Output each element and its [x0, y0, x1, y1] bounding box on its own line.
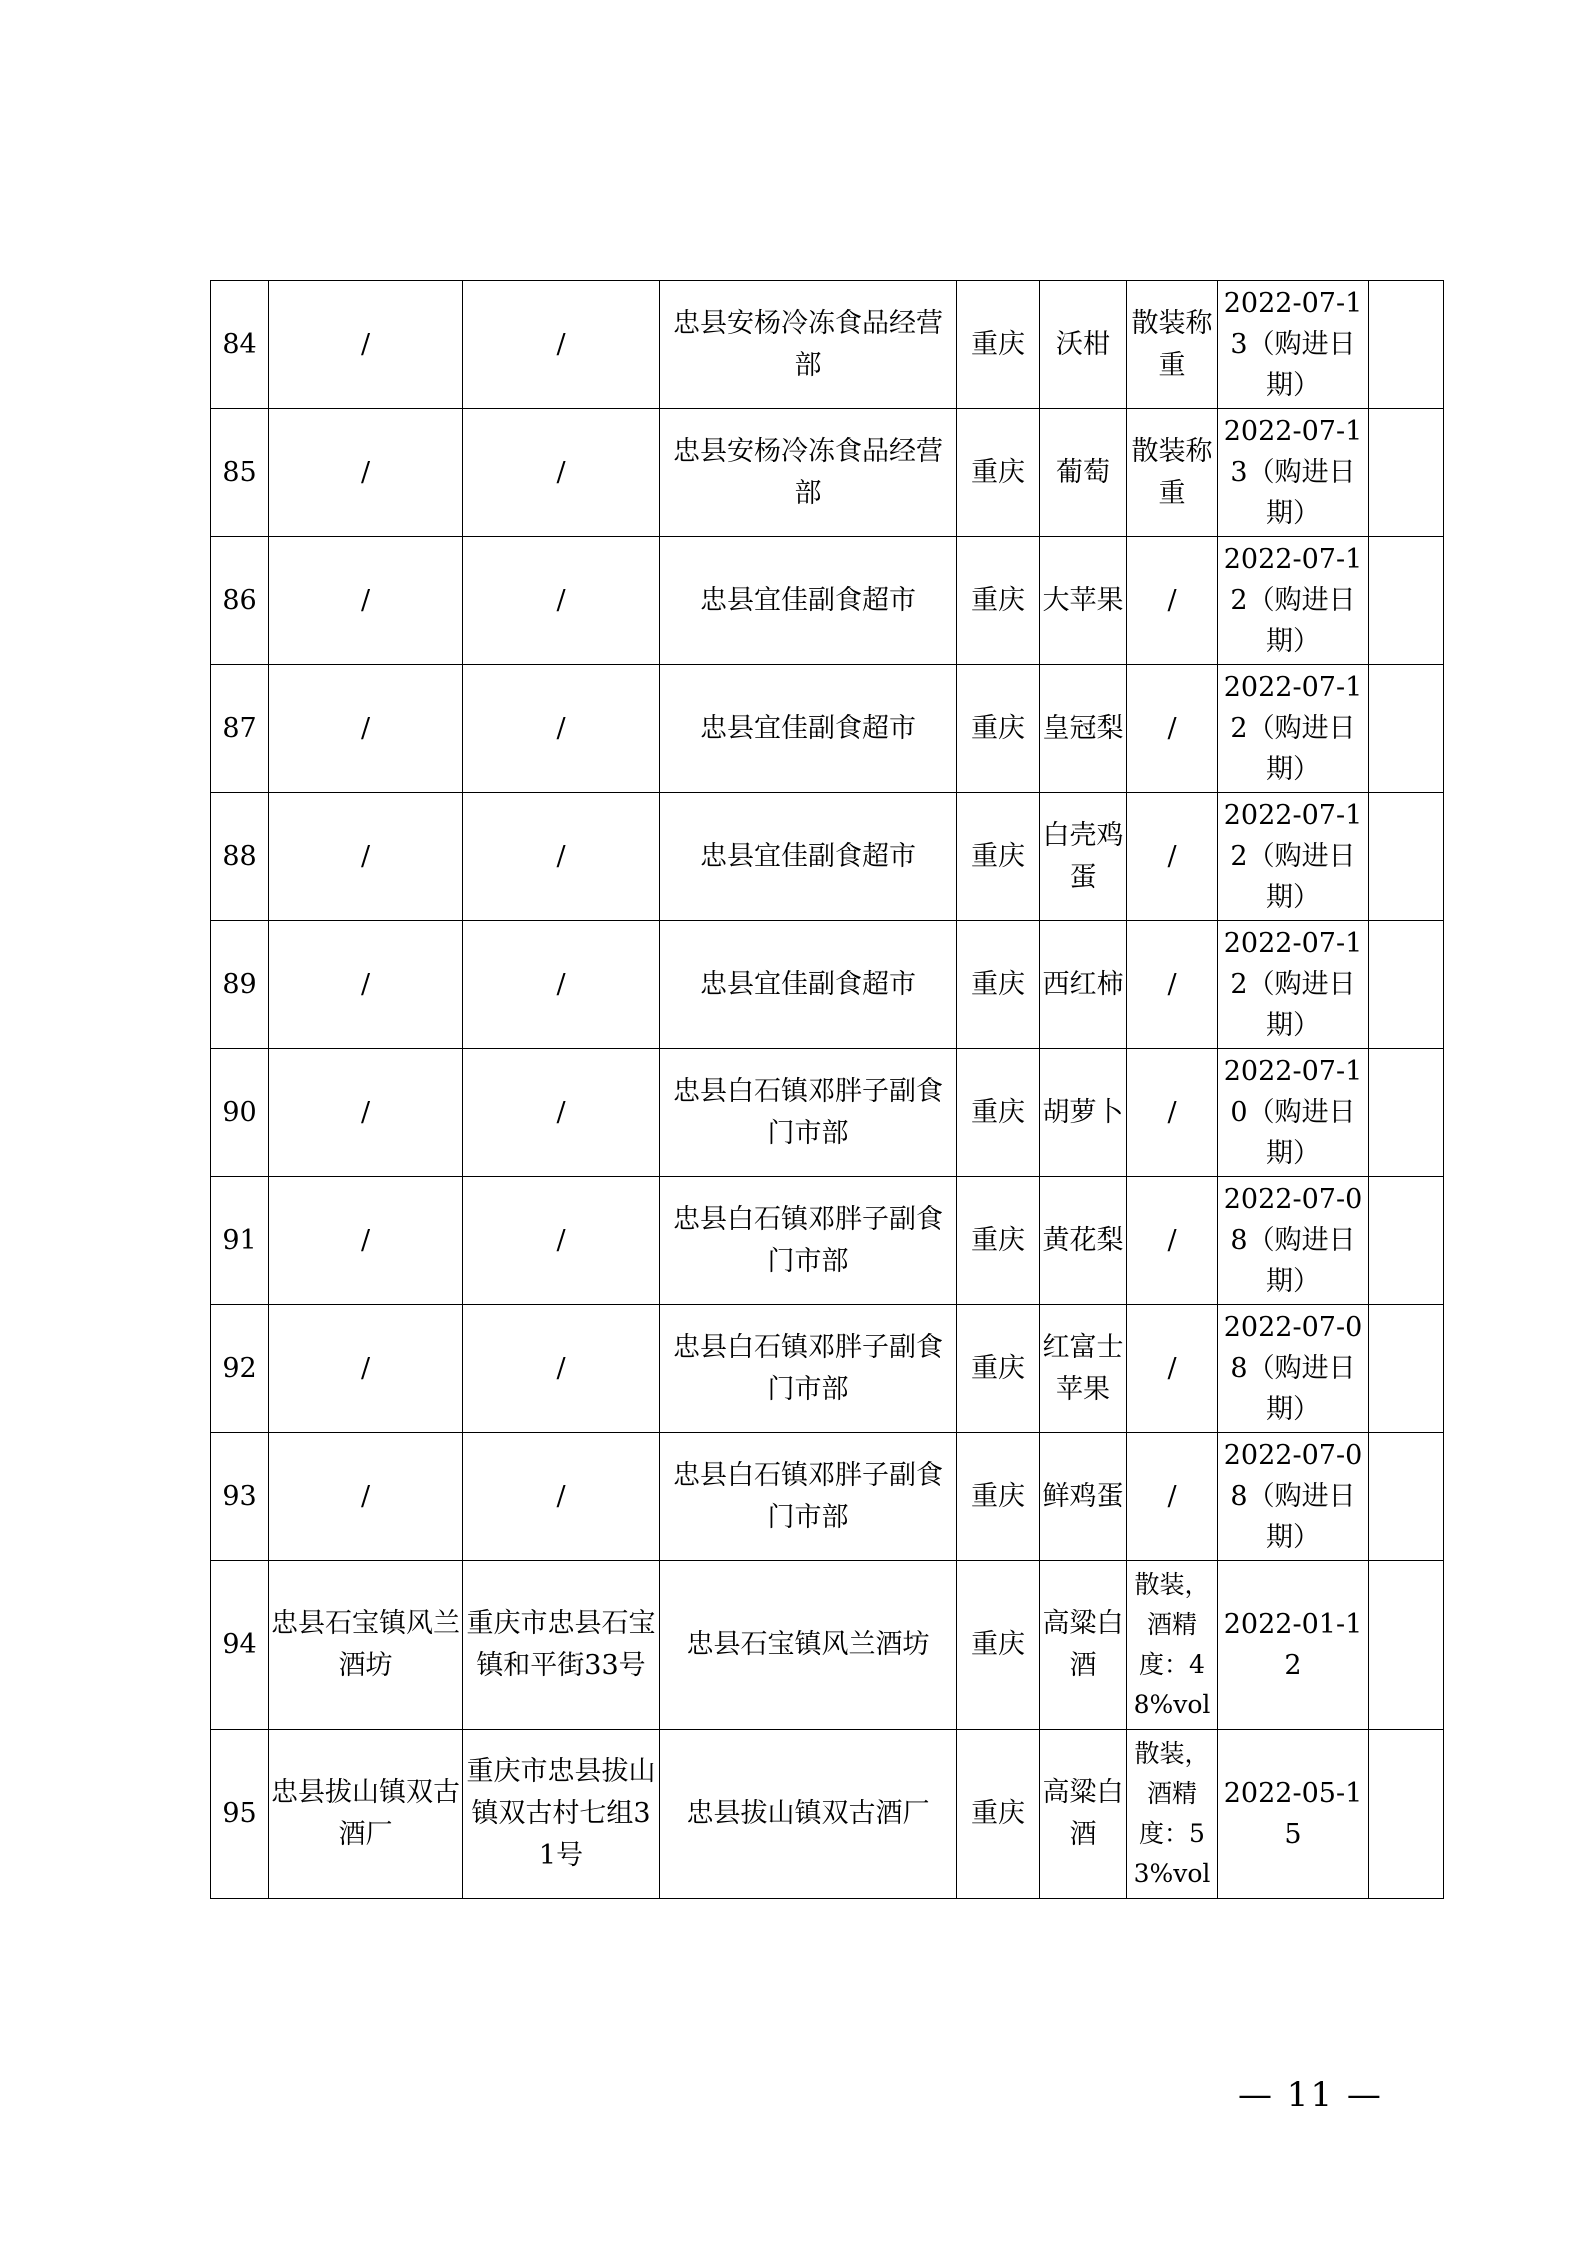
- seller-name-cell: 忠县拔山镇双古酒厂: [660, 1730, 957, 1899]
- spec-cell: 散装，酒精度：48%vol: [1127, 1561, 1218, 1730]
- date-cell: 2022-07-12（购进日期）: [1218, 793, 1369, 921]
- producer-address-cell: /: [463, 793, 660, 921]
- region-cell: 重庆: [957, 1177, 1040, 1305]
- producer-address-cell: /: [463, 921, 660, 1049]
- region-cell: 重庆: [957, 921, 1040, 1049]
- seller-name-cell: 忠县白石镇邓胖子副食门市部: [660, 1049, 957, 1177]
- producer-address-cell: /: [463, 1305, 660, 1433]
- table-row: [211, 1561, 1444, 1730]
- producer-address-cell: /: [463, 409, 660, 537]
- table-row: [211, 281, 1444, 409]
- producer-address-cell: /: [463, 537, 660, 665]
- producer-address-cell: 重庆市忠县石宝镇和平街33号: [463, 1561, 660, 1730]
- seller-name-cell: 忠县白石镇邓胖子副食门市部: [660, 1305, 957, 1433]
- producer-name-cell: /: [269, 409, 463, 537]
- food-name-cell: 高粱白酒: [1040, 1730, 1127, 1899]
- row-number-cell: 91: [211, 1177, 269, 1305]
- spec-cell: /: [1127, 1177, 1218, 1305]
- seller-name-cell: 忠县宜佳副食超市: [660, 665, 957, 793]
- note-cell: [1369, 537, 1444, 665]
- producer-address-cell: 重庆市忠县拔山镇双古村七组31号: [463, 1730, 660, 1899]
- region-cell: 重庆: [957, 1049, 1040, 1177]
- note-cell: [1369, 1049, 1444, 1177]
- region-cell: 重庆: [957, 1305, 1040, 1433]
- row-number-cell: 84: [211, 281, 269, 409]
- food-name-cell: 白壳鸡蛋: [1040, 793, 1127, 921]
- note-cell: [1369, 409, 1444, 537]
- spec-cell: /: [1127, 921, 1218, 1049]
- producer-name-cell: /: [269, 921, 463, 1049]
- producer-name-cell: /: [269, 537, 463, 665]
- food-name-cell: 皇冠梨: [1040, 665, 1127, 793]
- producer-address-cell: /: [463, 1177, 660, 1305]
- sampling-table: [210, 280, 1444, 1899]
- seller-name-cell: 忠县宜佳副食超市: [660, 921, 957, 1049]
- date-cell: 2022-07-13（购进日期）: [1218, 409, 1369, 537]
- date-cell: 2022-07-10（购进日期）: [1218, 1049, 1369, 1177]
- date-cell: 2022-07-08（购进日期）: [1218, 1177, 1369, 1305]
- food-name-cell: 西红柿: [1040, 921, 1127, 1049]
- food-name-cell: 沃柑: [1040, 281, 1127, 409]
- producer-name-cell: /: [269, 1049, 463, 1177]
- producer-name-cell: /: [269, 1177, 463, 1305]
- region-cell: 重庆: [957, 1730, 1040, 1899]
- page-number: — 11 —: [1238, 2075, 1383, 2115]
- row-number-cell: 94: [211, 1561, 269, 1730]
- table-row: [211, 665, 1444, 793]
- seller-name-cell: 忠县宜佳副食超市: [660, 537, 957, 665]
- spec-cell: /: [1127, 665, 1218, 793]
- seller-name-cell: 忠县宜佳副食超市: [660, 793, 957, 921]
- row-number-cell: 90: [211, 1049, 269, 1177]
- date-cell: 2022-01-12: [1218, 1561, 1369, 1730]
- producer-address-cell: /: [463, 1049, 660, 1177]
- note-cell: [1369, 1305, 1444, 1433]
- spec-cell: /: [1127, 793, 1218, 921]
- spec-cell: /: [1127, 1433, 1218, 1561]
- region-cell: 重庆: [957, 537, 1040, 665]
- table-row: [211, 1177, 1444, 1305]
- row-number-cell: 89: [211, 921, 269, 1049]
- row-number-cell: 93: [211, 1433, 269, 1561]
- seller-name-cell: 忠县安杨冷冻食品经营部: [660, 281, 957, 409]
- note-cell: [1369, 281, 1444, 409]
- table-row: [211, 1730, 1444, 1899]
- table-row: [211, 409, 1444, 537]
- seller-name-cell: 忠县白石镇邓胖子副食门市部: [660, 1433, 957, 1561]
- table-row: [211, 793, 1444, 921]
- producer-name-cell: /: [269, 1305, 463, 1433]
- table-row: [211, 1049, 1444, 1177]
- seller-name-cell: 忠县安杨冷冻食品经营部: [660, 409, 957, 537]
- spec-cell: /: [1127, 1305, 1218, 1433]
- spec-cell: 散装，酒精度：53%vol: [1127, 1730, 1218, 1899]
- row-number-cell: 95: [211, 1730, 269, 1899]
- date-cell: 2022-07-08（购进日期）: [1218, 1305, 1369, 1433]
- note-cell: [1369, 1730, 1444, 1899]
- spec-cell: /: [1127, 537, 1218, 665]
- region-cell: 重庆: [957, 1433, 1040, 1561]
- row-number-cell: 86: [211, 537, 269, 665]
- date-cell: 2022-05-15: [1218, 1730, 1369, 1899]
- food-name-cell: 红富士苹果: [1040, 1305, 1127, 1433]
- row-number-cell: 92: [211, 1305, 269, 1433]
- row-number-cell: 87: [211, 665, 269, 793]
- row-number-cell: 88: [211, 793, 269, 921]
- food-name-cell: 黄花梨: [1040, 1177, 1127, 1305]
- date-cell: 2022-07-13（购进日期）: [1218, 281, 1369, 409]
- note-cell: [1369, 921, 1444, 1049]
- producer-name-cell: /: [269, 281, 463, 409]
- region-cell: 重庆: [957, 793, 1040, 921]
- region-cell: 重庆: [957, 281, 1040, 409]
- date-cell: 2022-07-12（购进日期）: [1218, 665, 1369, 793]
- producer-name-cell: /: [269, 1433, 463, 1561]
- date-cell: 2022-07-12（购进日期）: [1218, 921, 1369, 1049]
- table-body: [211, 281, 1444, 1899]
- table-row: [211, 921, 1444, 1049]
- food-name-cell: 胡萝卜: [1040, 1049, 1127, 1177]
- spec-cell: 散装称重: [1127, 409, 1218, 537]
- seller-name-cell: 忠县白石镇邓胖子副食门市部: [660, 1177, 957, 1305]
- food-name-cell: 葡萄: [1040, 409, 1127, 537]
- seller-name-cell: 忠县石宝镇风兰酒坊: [660, 1561, 957, 1730]
- food-name-cell: 大苹果: [1040, 537, 1127, 665]
- producer-name-cell: 忠县拔山镇双古酒厂: [269, 1730, 463, 1899]
- producer-address-cell: /: [463, 281, 660, 409]
- spec-cell: /: [1127, 1049, 1218, 1177]
- note-cell: [1369, 665, 1444, 793]
- food-name-cell: 高粱白酒: [1040, 1561, 1127, 1730]
- food-name-cell: 鲜鸡蛋: [1040, 1433, 1127, 1561]
- region-cell: 重庆: [957, 1561, 1040, 1730]
- region-cell: 重庆: [957, 665, 1040, 793]
- date-cell: 2022-07-08（购进日期）: [1218, 1433, 1369, 1561]
- note-cell: [1369, 1561, 1444, 1730]
- spec-cell: 散装称重: [1127, 281, 1218, 409]
- producer-name-cell: 忠县石宝镇风兰酒坊: [269, 1561, 463, 1730]
- table-row: [211, 1305, 1444, 1433]
- note-cell: [1369, 793, 1444, 921]
- row-number-cell: 85: [211, 409, 269, 537]
- note-cell: [1369, 1177, 1444, 1305]
- date-cell: 2022-07-12（购进日期）: [1218, 537, 1369, 665]
- producer-name-cell: /: [269, 793, 463, 921]
- producer-address-cell: /: [463, 665, 660, 793]
- note-cell: [1369, 1433, 1444, 1561]
- table-row: [211, 537, 1444, 665]
- region-cell: 重庆: [957, 409, 1040, 537]
- producer-name-cell: /: [269, 665, 463, 793]
- table-row: [211, 1433, 1444, 1561]
- producer-address-cell: /: [463, 1433, 660, 1561]
